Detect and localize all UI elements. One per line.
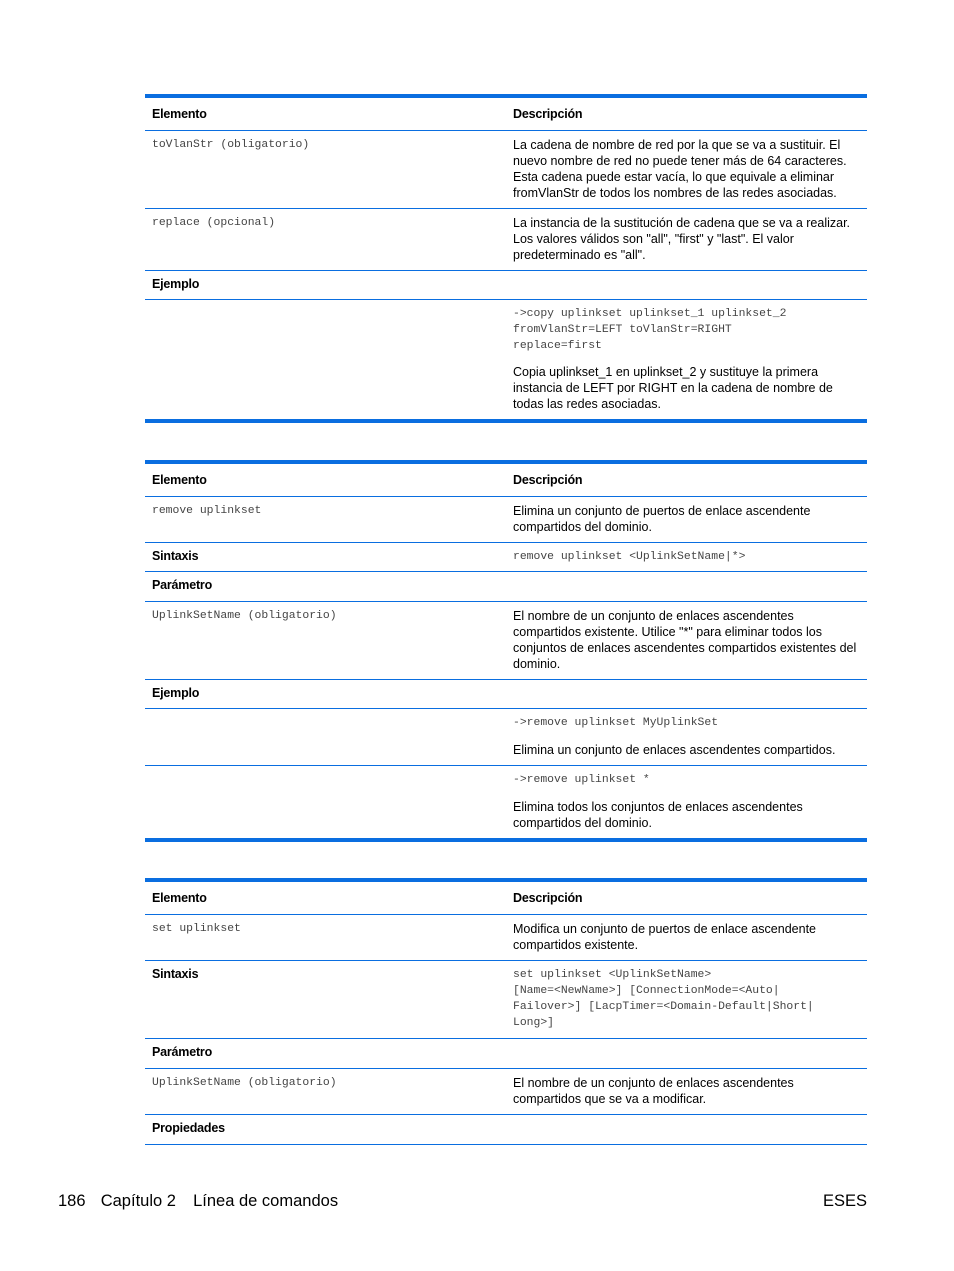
header-description: Descripción xyxy=(513,107,583,121)
param-description: La instancia de la sustitución de cadena que se va a realizar. Los valores válidos son "all", "first" y "last". El valor predeterminado es "all". xyxy=(513,216,851,262)
header-element: Elemento xyxy=(152,473,207,487)
command-name: remove uplinkset xyxy=(152,505,262,517)
syntax-value: remove uplinkset <UplinkSetName|*> xyxy=(513,551,746,563)
command-description: Elimina un conjunto de puertos de enlace ascendente compartidos del dominio. xyxy=(513,504,811,534)
table-copy-uplinkset-continued xyxy=(145,94,867,423)
param-description: El nombre de un conjunto de enlaces ascendentes compartidos existente. Utilice "*" para eliminar todos los conjuntos de enlaces ascendentes compartidos existentes del dominio. xyxy=(513,609,857,671)
param-name: replace (opcional) xyxy=(152,217,276,229)
example-description: Elimina un conjunto de enlaces ascendentes compartidos. xyxy=(513,743,836,757)
table-header xyxy=(145,464,867,497)
chapter-title: Línea de comandos xyxy=(193,1192,339,1210)
param-row xyxy=(145,602,867,680)
page-footer-right xyxy=(823,1192,867,1211)
section-row xyxy=(145,572,867,602)
section-label: Ejemplo xyxy=(152,686,200,700)
example-command: ->remove uplinkset MyUplinkSet xyxy=(513,717,719,729)
syntax-row xyxy=(145,961,867,1039)
section-label: Ejemplo xyxy=(152,277,200,291)
page-number: 186 xyxy=(58,1192,86,1210)
example-row xyxy=(145,300,867,419)
command-description: Modifica un conjunto de puertos de enlace ascendente compartidos existente. xyxy=(513,922,816,952)
table-set-uplinkset xyxy=(145,878,867,1145)
chapter-label: Capítulo 2 xyxy=(100,1192,176,1210)
section-label: Parámetro xyxy=(152,578,213,592)
example-row xyxy=(145,709,867,766)
example-command: ->copy uplinkset uplinkset_1 uplinkset_2 fromVlanStr=LEFT toVlanStr=RIGHT replace=first xyxy=(513,308,787,352)
header-element: Elemento xyxy=(152,891,207,905)
example-command: ->remove uplinkset * xyxy=(513,774,650,786)
table-header xyxy=(145,98,867,131)
param-name: UplinkSetName (obligatorio) xyxy=(152,1077,337,1089)
locale-code: ESES xyxy=(822,1192,867,1210)
header-description: Descripción xyxy=(513,473,583,487)
section-row xyxy=(145,1039,867,1069)
example-row xyxy=(145,766,867,838)
section-row xyxy=(145,271,867,300)
section-label: Parámetro xyxy=(152,1045,213,1059)
param-description: El nombre de un conjunto de enlaces ascendentes compartidos que se va a modificar. xyxy=(513,1076,794,1106)
section-row xyxy=(145,680,867,709)
param-name: toVlanStr (obligatorio) xyxy=(152,139,310,151)
table-row xyxy=(145,209,867,271)
section-row xyxy=(145,1115,867,1145)
param-row xyxy=(145,1069,867,1115)
example-description: Elimina todos los conjuntos de enlaces ascendentes compartidos del dominio. xyxy=(513,800,803,830)
syntax-row xyxy=(145,543,867,572)
command-row xyxy=(145,915,867,961)
command-row xyxy=(145,497,867,543)
param-name: UplinkSetName (obligatorio) xyxy=(152,610,337,622)
page-footer-left xyxy=(58,1192,338,1211)
table-remove-uplinkset xyxy=(145,460,867,842)
param-description: La cadena de nombre de red por la que se va a sustituir. El nuevo nombre de red no puede tener más de 64 caracteres. Esta cadena puede estar vacía, lo que equivale a eliminar fromVlanStr de todos los nombres de las redes asociadas. xyxy=(513,138,847,200)
table-header xyxy=(145,882,867,915)
header-description: Descripción xyxy=(513,891,583,905)
example-description: Copia uplinkset_1 en uplinkset_2 y sustituye la primera instancia de LEFT por RIGHT en la cadena de nombre de todas las redes asociadas. xyxy=(513,365,833,411)
table-row xyxy=(145,131,867,209)
syntax-value: set uplinkset <UplinkSetName> [Name=<NewName>] [ConnectionMode=<Auto| Failover>] [LacpTimer=<Domain-Default|Short| Long>] xyxy=(513,969,814,1029)
header-element: Elemento xyxy=(152,107,207,121)
syntax-label: Sintaxis xyxy=(152,549,199,563)
section-label: Propiedades xyxy=(152,1121,225,1135)
syntax-label: Sintaxis xyxy=(152,967,199,981)
command-name: set uplinkset xyxy=(152,923,241,935)
